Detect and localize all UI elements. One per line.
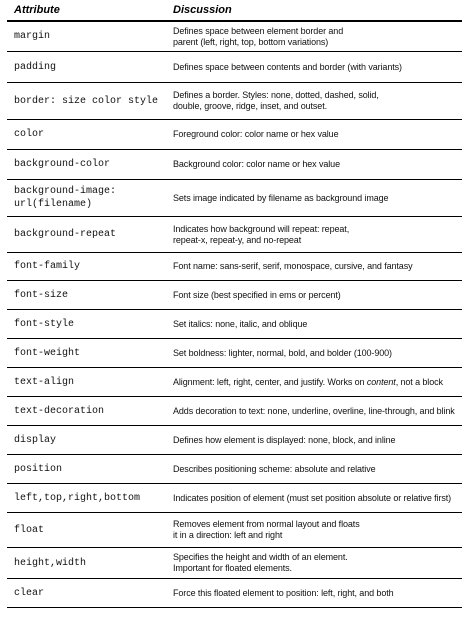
discussion-cell: Defines space between element border and parent (left, right, top, bottom variations)	[173, 25, 344, 47]
table-row	[7, 513, 462, 548]
discussion-text: Alignment: left, right, center, and justify. Works on	[173, 376, 367, 387]
discussion-cell: Adds decoration to text: none, underline, overline, line-through, and blink	[173, 405, 455, 416]
table-row	[7, 253, 462, 281]
discussion-cell: Describes positioning scheme: absolute and relative	[173, 463, 376, 474]
attribute-cell: text-decoration	[14, 405, 105, 417]
table-row	[7, 310, 462, 339]
table-row	[7, 150, 462, 180]
table-row	[7, 52, 462, 83]
discussion-cell: Background color: color name or hex value	[173, 159, 340, 169]
table-row	[7, 120, 462, 150]
discussion-cell: Force this floated element to position: left, right, and both	[173, 587, 394, 598]
table-row	[7, 368, 462, 397]
table-row	[7, 83, 462, 120]
attribute-cell: background-image: url(filename)	[14, 186, 117, 210]
table-row	[7, 455, 462, 484]
discussion-cell: Sets image indicated by filename as background image	[173, 192, 389, 203]
attribute-cell: font-size	[14, 289, 69, 301]
discussion-cell: Font size (best specified in ems or percent)	[173, 289, 341, 300]
table-row	[7, 22, 462, 52]
discussion-column-header: Discussion	[173, 4, 232, 16]
discussion-text: , not a block	[395, 376, 443, 387]
table-row	[7, 579, 462, 608]
table-row	[7, 484, 462, 513]
attribute-cell: height,width	[14, 557, 87, 569]
table-row	[7, 339, 462, 368]
attribute-cell: color	[14, 129, 45, 140]
attribute-cell: position	[14, 463, 63, 475]
table-row	[7, 180, 462, 217]
table-row	[7, 217, 462, 253]
attribute-cell: left,top,right,bottom	[14, 492, 141, 504]
discussion-cell: Font name: sans-serif, serif, monospace, cursive, and fantasy	[173, 261, 413, 271]
attribute-cell: background-repeat	[14, 229, 117, 240]
discussion-emphasis: content	[366, 376, 396, 387]
attribute-cell: display	[14, 434, 57, 446]
attribute-cell: padding	[14, 61, 57, 73]
attribute-cell: margin	[14, 31, 51, 42]
css-attribute-table	[7, 0, 462, 608]
discussion-cell: Removes element from normal layout and floats it in a direction: left and right	[173, 519, 360, 540]
discussion-cell: Defines how element is displayed: none, block, and inline	[173, 434, 396, 445]
discussion-cell: Indicates how background will repeat: repeat, repeat-x, repeat-y, and no-repeat	[173, 223, 350, 245]
table-row	[7, 397, 462, 426]
attribute-cell: border: size color style	[14, 95, 159, 107]
attribute-cell: text-align	[14, 376, 75, 388]
attribute-cell: font-family	[14, 261, 81, 272]
attribute-cell: font-weight	[14, 347, 81, 359]
table-row	[7, 426, 462, 455]
attribute-cell: font-style	[14, 318, 75, 330]
discussion-cell: Indicates position of element (must set position absolute or relative first)	[173, 492, 452, 503]
attribute-cell: float	[14, 524, 45, 536]
discussion-cell: Defines a border. Styles: none, dotted, dashed, solid, double, groove, ridge, inset, and outset.	[173, 90, 379, 111]
discussion-cell: Foreground color: color name or hex value	[173, 129, 339, 139]
discussion-cell: Set italics: none, italic, and oblique	[173, 318, 308, 329]
discussion-cell: Specifies the height and width of an element. Important for floated elements.	[173, 552, 348, 573]
table-header	[7, 0, 462, 22]
discussion-cell	[173, 377, 462, 388]
table-row	[7, 281, 462, 310]
attribute-cell: clear	[14, 587, 45, 599]
attribute-cell: background-color	[14, 159, 111, 170]
discussion-cell: Defines space between contents and border (with variants)	[173, 61, 402, 72]
attribute-column-header: Attribute	[14, 4, 60, 16]
discussion-cell: Set boldness: lighter, normal, bold, and bolder (100-900)	[173, 347, 392, 358]
table-row	[7, 548, 462, 579]
